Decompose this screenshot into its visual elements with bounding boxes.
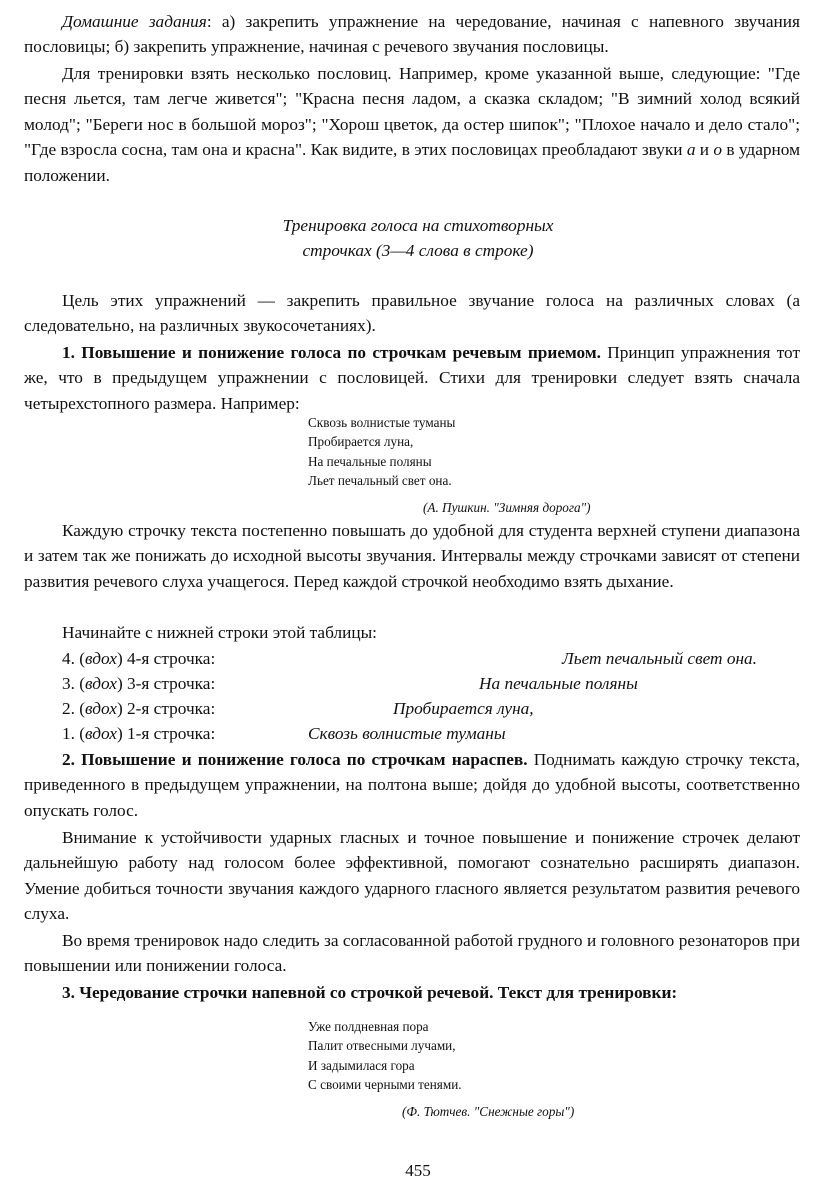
training-proverbs-end: в ударном положении. [24,140,801,185]
exercise-1-text: Принцип упражнения тот же, что в предыдущем упражнении с пословицей. Стихи для тренировки следует взять сначала четырехстопного размера. Например: [24,343,800,413]
row-breath: вдох [85,724,117,743]
exercise-2-paragraph [24,747,800,823]
attention-paragraph: Внимание к устойчивости ударных гласных и точное повышение и понижение строчек делают дальнейшую работу над голосом более эффективной, помогают сознательно расширять диапазон. Умение добиться точности звучания каждого ударного гласного является результатом развития речевого слуха. [24,828,800,924]
exercise-2-title: 2. Повышение и понижение голоса по строчкам нараспев. [62,750,528,769]
poem-line: Льет печальный свет она. [308,473,452,489]
row-breath: вдох [85,649,117,668]
resonators-paragraph: Во время тренировок надо следить за согласованной работой грудного и головного резонаторов при повышении или понижении голоса. [24,931,800,976]
row-number: 2. [62,699,75,718]
row-label: 3-я строчка: [127,674,216,693]
poem-tyutchev [308,1017,462,1095]
exercise-1-paragraph [24,340,800,416]
goal-paragraph: Цель этих упражнений — закрепить правильное звучание голоса на различных словах (а следовательно, на различных звукосочетаниях). [24,291,800,336]
table-row [62,696,802,721]
exercise-1-title: 1. Повышение и понижение голоса по строчкам речевым приемом. [62,343,601,362]
table-row-label: 4. (вдох) 4-я строчка: [62,649,216,668]
poem-line: На печальные поляны [308,453,432,469]
vowel-a: а [686,140,696,160]
homework-label: Домашние задания [62,12,207,31]
section-heading-line-2: строчках (3—4 слова в строке) [302,241,534,260]
poem-line: Пробирается луна, [308,434,414,450]
table-row-label: 1. (вдох) 1-я строчка: [62,724,216,743]
exercise-2-text: Поднимать каждую строчку текста, приведенного в предыдущем упражнении, на полтона выше; дойдя до удобной высоты, соответственно опускать голос. [24,750,800,820]
row-label: 1-я строчка: [127,724,216,743]
homework-text: : а) закрепить упражнение на чередование, начиная с напевного звучания пословицы; б) закрепить упражнение, начиная с речевого звучания пословицы. [24,12,800,57]
poem-line: Сквозь волнистые туманы [308,415,456,430]
table-row-text: На печальные поляны [479,674,638,693]
poem-line: Палит отвесными лучами, [308,1038,456,1054]
row-number: 3. [62,674,75,693]
each-line-paragraph: Каждую строчку текста постепенно повышать до удобной для студента верхней ступени диапазона и затем так же понижать до исходной высоты звучания. Интервалы между строчками зависят от степени развития речевого слуха учащегося. Перед каждой строчкой необходимо взять дыхание. [24,521,800,591]
row-number: 1. [62,724,75,743]
training-proverbs-text: Для тренировки взять несколько пословиц. Например, кроме указанной выше, следующие: "Где песня льется, там легче живется"; "Красна песня ладом, а сказка складом; "В зимний холод всякий молод"; "Береги нос в большой мороз"; "Хорош цветок, да остер шипок"; "Плохое начало и дело стало"; "Где взросла сосна, там она и красна". Как видите, в этих пословицах преобладают звуки [24,64,800,160]
poem-pushkin [308,413,455,491]
poem-tyutchev-attribution: (Ф. Тютчев. "Снежные горы") [402,1104,575,1119]
table-row-text: Сквозь волнистые туманы [308,724,506,743]
exercise-3-paragraph [24,980,800,1005]
page-number: 455 [405,1161,431,1180]
exercise-3-title: 3. Чередование строчки напевной со строчкой речевой. Текст для тренировки: [62,983,678,1002]
table-intro: Начинайте с нижней строки этой таблицы: [62,623,377,642]
homework-paragraph [24,9,800,60]
conjunction: и [695,140,714,160]
row-breath: вдох [85,699,117,718]
row-label: 2-я строчка: [127,699,216,718]
row-breath: вдох [85,674,117,693]
poem-line: И задымилася гора [308,1057,415,1073]
vowel-o: о [713,140,723,160]
table-row-label: 2. (вдох) 2-я строчка: [62,699,216,718]
poem-line: С своими черными тенями. [308,1077,462,1093]
row-label: 4-я строчка: [127,649,216,668]
table-row [62,671,802,696]
training-proverbs-paragraph [24,61,800,188]
table-row [62,646,802,671]
table-row-label: 3. (вдох) 3-я строчка: [62,674,216,693]
table-row-text: Льет печальный свет она. [562,649,758,668]
table-row-text: Пробирается луна, [393,699,534,718]
section-heading-line-1: Тренировка голоса на стихотворных [282,216,554,235]
poem-pushkin-attribution: (А. Пушкин. "Зимняя дорога") [423,500,591,515]
row-number: 4. [62,649,75,668]
poem-line: Уже полдневная пора [308,1019,429,1034]
table-row [62,721,802,746]
